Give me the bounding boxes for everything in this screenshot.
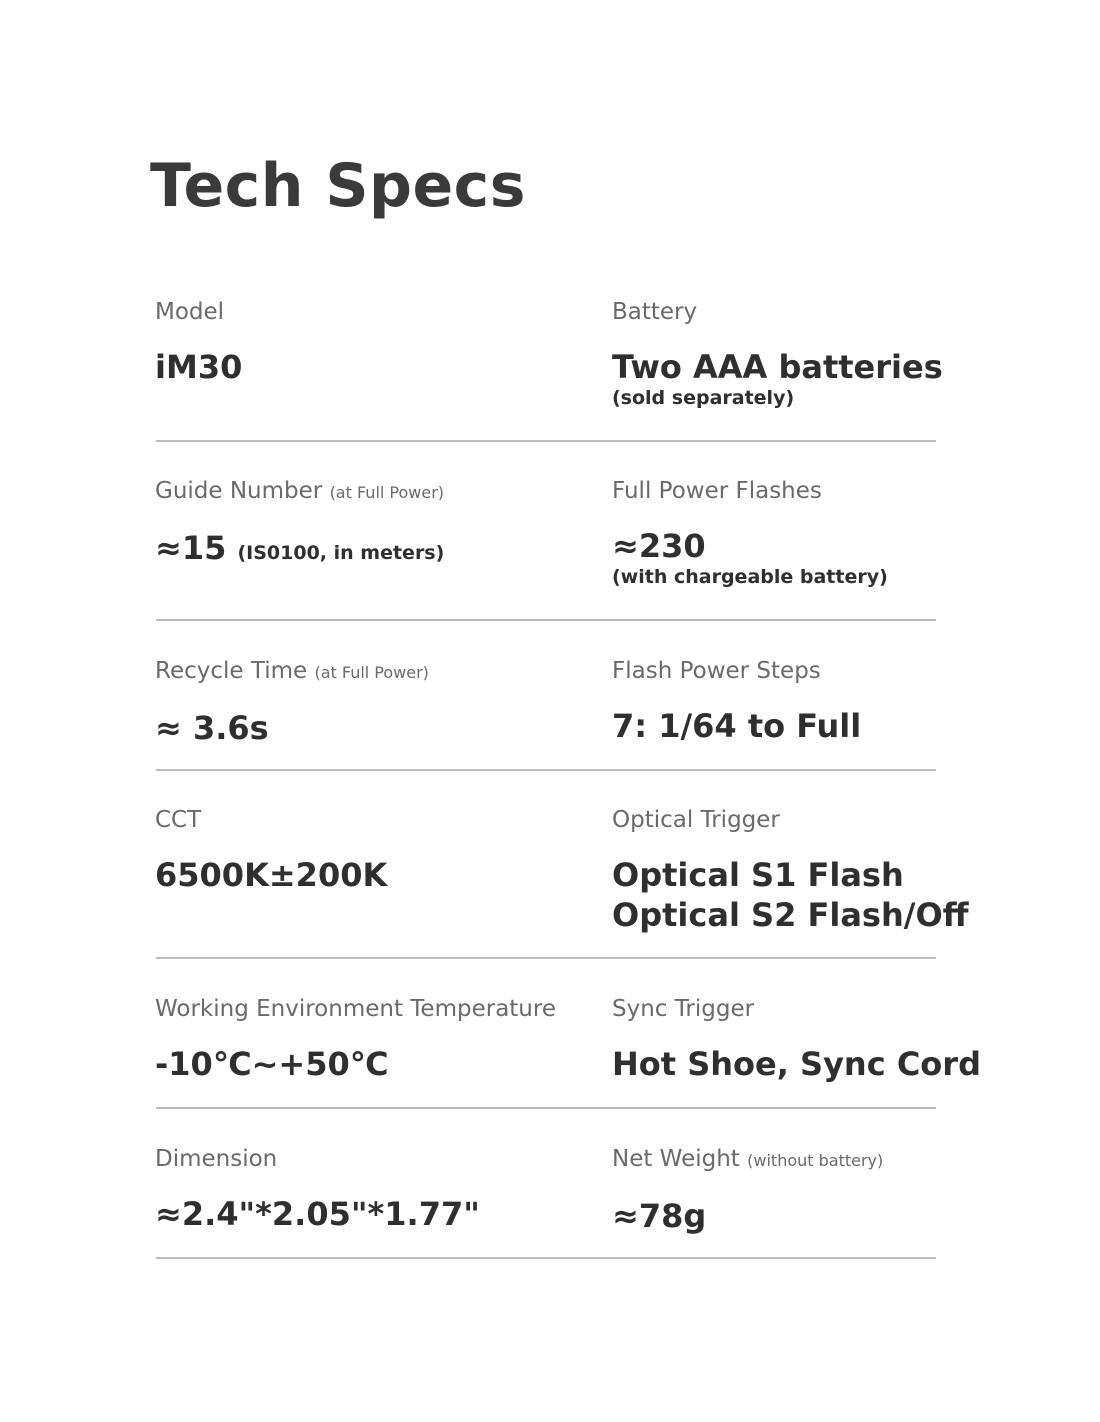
spec-value: 7: 1/64 to Full [612, 707, 862, 745]
spec-battery [612, 297, 1072, 409]
spec-label-note: (at Full Power) [329, 483, 445, 502]
spec-label: Battery [612, 299, 698, 325]
divider [156, 769, 936, 771]
spec-label-text: Guide Number [155, 478, 323, 504]
spec-value: 6500K±200K [155, 856, 388, 894]
divider [156, 1257, 936, 1259]
divider [156, 957, 936, 959]
spec-recycle-time [155, 656, 595, 748]
spec-value: -10℃~+50℃ [155, 1045, 389, 1083]
spec-model [155, 297, 595, 387]
spec-label: Dimension [155, 1146, 278, 1172]
spec-value: ≈ 3.6s [155, 709, 269, 747]
spec-cct [155, 805, 595, 895]
spec-value: Two AAA batteries [612, 348, 943, 386]
spec-value: Hot Shoe, Sync Cord [612, 1045, 981, 1083]
spec-label: CCT [155, 807, 202, 833]
spec-sync-trigger [612, 994, 1072, 1084]
spec-value: ≈78g [612, 1197, 707, 1235]
spec-value-line: Optical S2 Flash/Off [612, 896, 969, 934]
spec-optical-trigger [612, 805, 1072, 935]
spec-value: ≈2.4"*2.05"*1.77" [155, 1195, 480, 1233]
spec-value-note: (IS0100, in meters) [237, 542, 445, 564]
spec-label-note: (without battery) [747, 1151, 884, 1170]
spec-label: Working Environment Temperature [155, 996, 556, 1022]
spec-value: ≈230 [612, 527, 706, 565]
divider [156, 1107, 936, 1109]
spec-value [155, 528, 595, 573]
spec-label-text: Recycle Time [155, 658, 308, 684]
spec-label: Model [155, 299, 225, 325]
spec-value-text: ≈15 [155, 529, 227, 567]
spec-guide-number [155, 476, 595, 573]
spec-value [612, 855, 1072, 935]
spec-net-weight [612, 1144, 1072, 1236]
spec-flash-power-steps [612, 656, 1072, 746]
divider [156, 440, 936, 442]
spec-value-line: Optical S1 Flash [612, 856, 904, 894]
spec-label-text: Net Weight [612, 1146, 740, 1172]
divider [156, 619, 936, 621]
spec-subnote: (sold separately) [612, 387, 795, 409]
spec-dimension [155, 1144, 595, 1234]
spec-label: Full Power Flashes [612, 478, 822, 504]
spec-label [155, 656, 595, 688]
spec-label-note: (at Full Power) [314, 663, 429, 682]
spec-label: Flash Power Steps [612, 658, 821, 684]
page-title: Tech Specs [150, 151, 526, 221]
spec-value: iM30 [155, 348, 243, 386]
spec-subnote: (with chargeable battery) [612, 566, 888, 588]
spec-full-power-flashes [612, 476, 1072, 588]
spec-working-temperature [155, 994, 595, 1084]
spec-label [155, 476, 595, 508]
spec-label: Sync Trigger [612, 996, 755, 1022]
spec-label [612, 1144, 1072, 1176]
spec-label: Optical Trigger [612, 807, 780, 833]
